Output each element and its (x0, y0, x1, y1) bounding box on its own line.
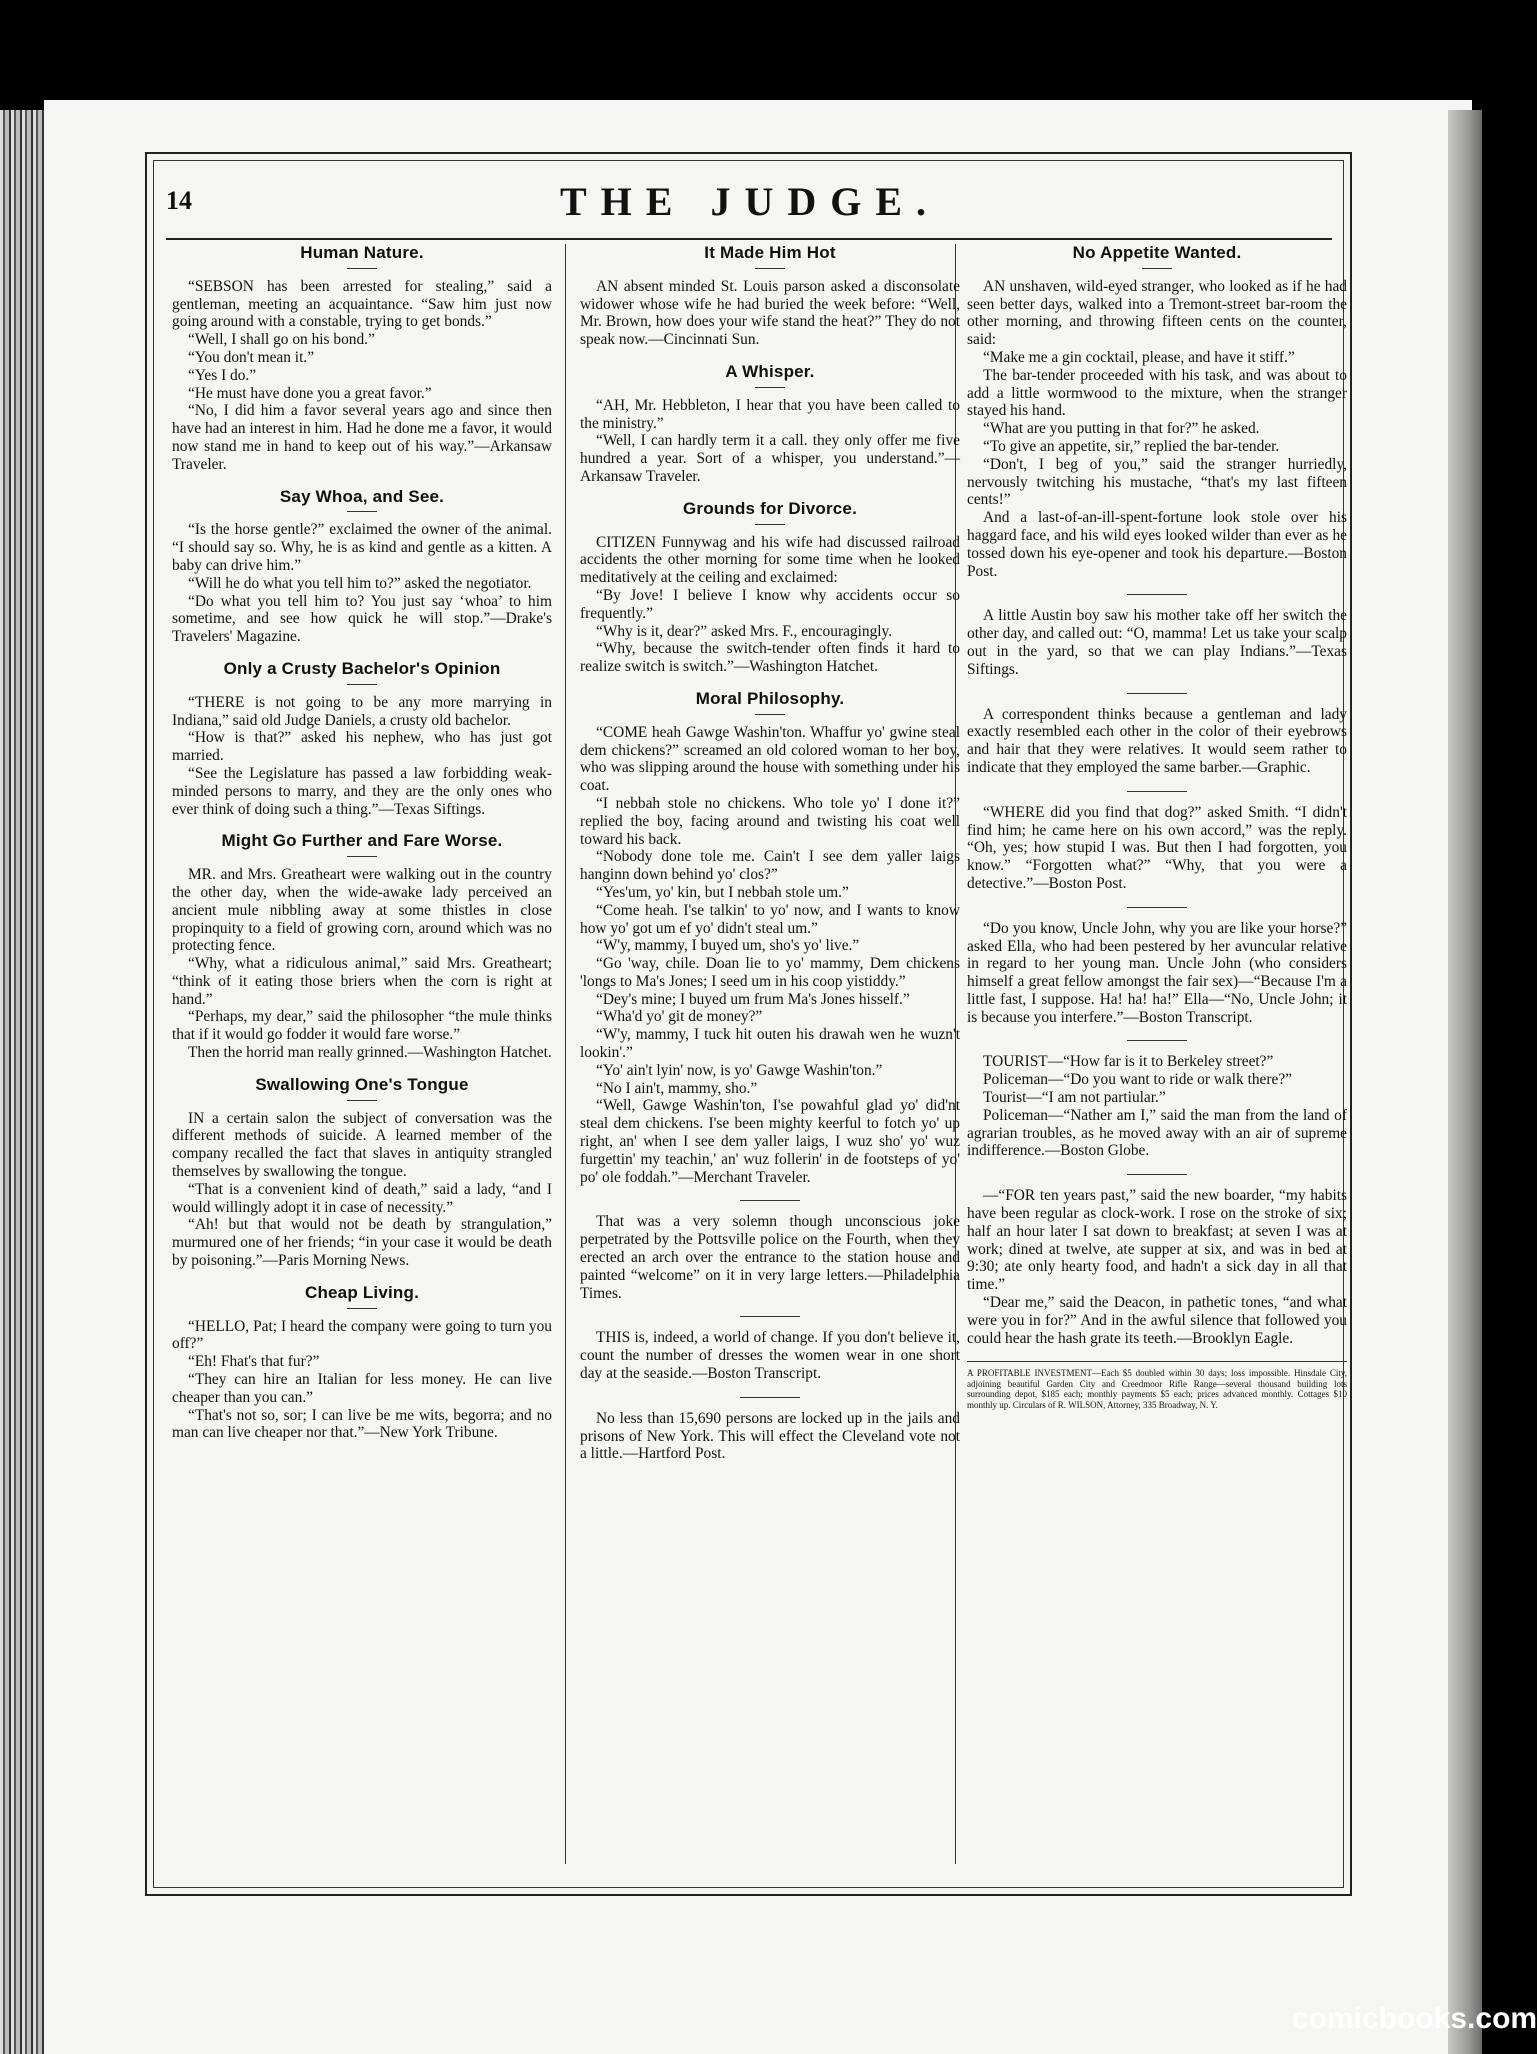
item-separator (740, 1397, 800, 1398)
article-paragraph: A little Austin boy saw his mother take off her switch the other day, and called out: “O, mamma! Let us take your scalp out in the yard, so that we can play Indians.”—Texas Siftings. (967, 607, 1347, 678)
article-paragraph: MR. and Mrs. Greatheart were walking out in the country the other day, when the wide-awake lady perceived an ancient mule nibbling away at some thistles in close propinquity to a field of growing corn, around which was no protecting fence. (172, 866, 552, 955)
article-paragraph: “Eh! Fhat's that fur?” (188, 1353, 320, 1371)
article-paragraph: CITIZEN Funnywag and his wife had discussed railroad accidents the other morning for some time when he looked meditatively at the ceiling and exclaimed: (580, 533, 960, 587)
article-paragraph: “Why, what a ridiculous animal,” said Mrs. Greatheart; “think of it eating those briers when the corn is right at hand.” (172, 955, 552, 1008)
article-paragraph: “W'y, mammy, I tuck hit outen his drawah wen he wuzn't lookin'.” (580, 1026, 960, 1062)
article-paragraph: A correspondent thinks because a gentleman and lady exactly resembled each other in the color of their eyebrows and hair that they were relatives. It would seem rather to indicate that they employed the same barber.—Graphic. (967, 705, 1347, 776)
article-paragraph: “Ah! but that would not be death by strangulation,” murmured one of her friends; “in your case it would be death by poisoning.”—Paris Morning News. (172, 1216, 552, 1270)
title-rule (347, 1100, 377, 1101)
title-rule (755, 268, 785, 269)
article-title: Might Go Further and Fare Worse. (221, 831, 503, 851)
article-paragraph: “Come heah. I'se talkin' to yo' now, and I wants to know how yo' got um ef yo' didn't steal um.” (580, 901, 960, 937)
title-rule (347, 511, 377, 512)
column-1 (172, 244, 552, 1864)
article-paragraph: —“FOR ten years past,” said the new boarder, “my habits have been regular as clock-work. I rose on the stroke of six; half an hour later I sat down to breakfast; at seven I was at work; dined at twelve, ate supper at six, and was in bed at 9:30; ate only hearty food, and hadn't a sick day in all that time.” (967, 1187, 1347, 1294)
article-paragraph: “Why, because the switch-tender often finds it hard to realize switch is switch.”—Washington Hatchet. (580, 640, 960, 676)
article-paragraph: “THERE is not going to be any more marrying in Indiana,” said old Judge Daniels, a crusty old bachelor. (172, 693, 552, 729)
article-paragraph: “They can hire an Italian for less money. He can live cheaper than you can.” (172, 1371, 552, 1406)
article-paragraph: “AH, Mr. Hebbleton, I hear that you have been called to the ministry.” (580, 396, 960, 432)
article-paragraph: “Yo' ain't lyin' now, is yo' Gawge Washin'ton.” (596, 1061, 883, 1079)
article-paragraph: TOURIST—“How far is it to Berkeley street?” (983, 1053, 1274, 1071)
article-paragraph: THIS is, indeed, a world of change. If you don't believe it, count the number of dresses the women wear in one short day at the seaside.—Boston Transcript. (580, 1329, 960, 1383)
item-separator (1127, 791, 1187, 792)
item-separator (1127, 594, 1187, 595)
title-rule (755, 524, 785, 525)
article-paragraph: The bar-tender proceeded with his task, and was about to add a little wormwood to the mixture, when the stranger stayed his hand. (967, 366, 1347, 420)
item-separator (1127, 907, 1187, 908)
article-paragraph: “How is that?” asked his nephew, who has just got married. (172, 729, 552, 765)
article-paragraph: “Well, Gawge Washin'ton, I'se powahful glad yo' did'nt steal dem chickens. I'se been mighty keerful to fotch yo' up right, an' when I see dem yaller laigs, I wuz sho' yo' wuz furgettin' my teachin,' an' wuz follerin' in de footsteps of yo' po' ole foddah.”—Merchant Traveler. (580, 1097, 960, 1186)
article-title: Say Whoa, and See. (279, 486, 445, 506)
article-paragraph: AN unshaven, wild-eyed stranger, who looked as if he had seen better days, walked into a Tremont-street bar-room the other morning, and throwing fifteen cents on the counter, said: (967, 277, 1347, 349)
page-right-edge (1448, 110, 1482, 2054)
advertisement: A PROFITABLE INVESTMENT—Each $5 doubled within 30 days; loss impossible. Hinsdale City, adjoining beautiful Garden City and Creedmoor Rifle Range—several thousand building lots surrounding depot, $185 each; monthly payments $5 each; prices advanced monthly. Cottages $10 monthly up. Circulars of R. WILSON, Attorney, 335 Broadway, N. Y. (967, 1361, 1347, 1410)
article-paragraph: “Dear me,” said the Deacon, in pathetic tones, “and what were you in for?” And in the awful silence that followed you could hear the hash grate its teeth.—Brooklyn Eagle. (967, 1294, 1347, 1347)
article-paragraph: “Yes'um, yo' kin, but I nebbah stole um.” (596, 883, 849, 901)
column-3 (967, 244, 1347, 1864)
article-paragraph: “No, I did him a favor several years ago and since then have had an interest in him. Had he done me a favor, it would now stand me in hand to keep out of his way.”—Arkansaw Traveler. (172, 402, 552, 473)
article-paragraph: No less than 15,690 persons are locked up in the jails and prisons of New York. This will effect the Cleveland vote not a little.—Hartford Post. (580, 1409, 960, 1463)
article-paragraph: AN absent minded St. Louis parson asked a disconsolate widower whose wife he had buried the week before: “Well, Mr. Brown, how does your wife stand the heat?” They do not speak now.—Cincinnati Sun. (580, 277, 960, 349)
article-paragraph: “That's not so, sor; I can live be me wits, begorra; and no man can live cheaper nor that.”—New York Tribune. (172, 1406, 552, 1442)
article-paragraph: “Nobody done tole me. Cain't I see dem yaller laigs hanginn down behind yo' clos?” (580, 848, 960, 884)
article-paragraph: “Wha'd yo' git de money?” (596, 1008, 763, 1026)
article-paragraph: “Will he do what you tell him to?” asked the negotiator. (188, 574, 532, 592)
title-rule (347, 856, 377, 857)
article-paragraph: “That is a convenient kind of death,” said a lady, “and I would willingly adopt it in case of necessity.” (172, 1180, 552, 1216)
page-number: 14 (166, 186, 192, 215)
article-title: Swallowing One's Tongue (255, 1074, 469, 1094)
article (967, 1187, 1347, 1347)
article (967, 804, 1347, 893)
article-paragraph: “See the Legislature has passed a law forbidding weak-minded persons to marry, and they are the only ones who ever think of doing such a thing.”—Texas Siftings. (172, 764, 552, 818)
article-title: It Made Him Hot (704, 243, 836, 262)
title-rule (347, 684, 377, 685)
article (172, 244, 552, 474)
article-paragraph: “Dey's mine; I buyed um frum Ma's Jones hisself.” (596, 990, 910, 1008)
article-title: No Appetite Wanted. (1072, 243, 1242, 262)
article-paragraph: “Why is it, dear?” asked Mrs. F., encouragingly. (596, 622, 893, 640)
article-title: Moral Philosophy. (695, 688, 845, 708)
article-paragraph: “Is the horse gentle?” exclaimed the owner of the animal. “I should say so. Why, he is as kind and gentle as a kitten. A baby can drive him.” (172, 521, 552, 574)
article-paragraph: “He must have done you a great favor.” (188, 384, 432, 402)
article (172, 1076, 552, 1270)
article-paragraph: “HELLO, Pat; I heard the company were going to turn you off?” (172, 1317, 552, 1353)
item-separator (1127, 693, 1187, 694)
title-rule (347, 268, 377, 269)
watermark-text: comicbooks.com (1292, 2002, 1537, 2035)
article-paragraph: “Well, I can hardly term it a call. they only offer me five hundred a year. Sort of a whisper, you understand.”—Arkansaw Traveler. (580, 432, 960, 485)
article-title: Grounds for Divorce. (682, 498, 858, 518)
masthead-title: THE JUDGE. (559, 179, 941, 224)
article-paragraph: “WHERE did you find that dog?” asked Smith. “I didn't find him; he came here on his own accord,” was the reply. “Oh, yes; how stupid I was. But then I had forgotten, you know.” “Forgotten what?” “Why, that you were a detective.”—Boston Post. (967, 803, 1347, 892)
article-paragraph: “Don't, I beg of you,” said the stranger hurriedly, nervously twitching his mustache, “that's my last fifteen cents!” (967, 455, 1347, 509)
article-title: Cheap Living. (304, 1282, 420, 1302)
article-paragraph: “By Jove! I believe I know why accidents occur so frequently.” (580, 586, 960, 622)
article-paragraph: Then the horrid man really grinned.—Washington Hatchet. (188, 1044, 552, 1062)
masthead-rule (166, 238, 1332, 240)
article (580, 1329, 960, 1382)
article-paragraph: “Well, I shall go on his bond.” (188, 331, 375, 349)
article-paragraph: Tourist—“I am not partiular.” (983, 1089, 1166, 1107)
title-rule (347, 1308, 377, 1309)
article-paragraph: Policeman—“Nather am I,” said the man from the land of agrarian troubles, as he moved away with an air of supreme indifference.—Boston Globe. (967, 1106, 1347, 1160)
article (580, 1410, 960, 1463)
article-paragraph: “Perhaps, my dear,” said the philosopher “the mule thinks that if it would go fodder it would fare worse.” (172, 1008, 552, 1044)
article-paragraph: “I nebbah stole no chickens. Who tole yo' I done it?” replied the boy, facing around and twisting his coat well toward his back. (580, 794, 960, 848)
article (580, 1213, 960, 1302)
article-title: Only a Crusty Bachelor's Opinion (223, 658, 501, 678)
article (580, 363, 960, 486)
column-2 (580, 244, 960, 1864)
article-paragraph: Policeman—“Do you want to ride or walk there?” (983, 1071, 1292, 1089)
article (172, 488, 552, 646)
article-paragraph: “Go 'way, chile. Doan lie to yo' mammy, Dem chickens 'longs to Ma's Jones; I seed um in his coop yistiddy.” (580, 955, 960, 990)
item-separator (1127, 1040, 1187, 1041)
title-rule (755, 714, 785, 715)
article-paragraph: “What are you putting in that for?” he asked. (983, 420, 1260, 438)
article (172, 832, 552, 1062)
article (967, 706, 1347, 777)
article (967, 244, 1347, 580)
article-paragraph: “To give an appetite, sir,” replied the bar-tender. (983, 437, 1280, 455)
article-paragraph: “COME heah Gawge Washin'ton. Whaffur yo' gwine steal dem chickens?” screamed an old colored woman to her boy, who was slipping around the house with something under his coat. (580, 723, 960, 795)
article-paragraph: “SEBSON has been arrested for stealing,” said a gentleman, meeting an acquaintance. “Saw him just now going around with a constable, trying to get bonds.” (172, 277, 552, 331)
article (580, 244, 960, 349)
article (967, 920, 1347, 1027)
article-paragraph: IN a certain salon the subject of conversation was the different methods of suicide. A learned member of the company recalled the fact that slaves in antiquity strangled themselves by swallowing the tongue. (172, 1109, 552, 1181)
article (967, 1053, 1347, 1160)
item-separator (740, 1316, 800, 1317)
item-separator (1127, 1174, 1187, 1175)
article-paragraph: “W'y, mammy, I buyed um, sho's yo' live.” (596, 937, 860, 955)
article-title: Human Nature. (300, 243, 424, 262)
article (580, 500, 960, 676)
article-paragraph: “Do what you tell him to? You just say ‘whoa’ to him sometime, and see how quick he will stop.”—Drake's Travelers' Magazine. (172, 592, 552, 646)
article-paragraph: “No I ain't, mammy, sho.” (596, 1079, 758, 1097)
article (172, 660, 552, 818)
article-paragraph: “Make me a gin cocktail, please, and have it stiff.” (983, 348, 1295, 366)
article-title: A Whisper. (725, 361, 815, 381)
title-rule (755, 387, 785, 388)
article-paragraph: “Yes I do.” (188, 366, 257, 384)
article (967, 607, 1347, 678)
item-separator (740, 1200, 800, 1201)
article-paragraph: And a last-of-an-ill-spent-fortune look stole over his haggard face, and his wild eyes looked wilder than ever as he tossed down his eye-opener and took his departure.—Boston Post. (967, 509, 1347, 580)
article-paragraph: That was a very solemn though unconscious joke perpetrated by the Pottsville police on the Fourth, when they erected an arch over the entrance to the station house and painted “welcome” on it in very large letters.—Philadelphia Times. (580, 1213, 960, 1302)
title-rule (1142, 268, 1172, 269)
article-paragraph: “You don't mean it.” (188, 348, 315, 366)
article (172, 1284, 552, 1442)
article (580, 690, 960, 1187)
column-divider (565, 244, 566, 1864)
article-paragraph: “Do you know, Uncle John, why you are like your horse?” asked Ella, who had been pestered by her avuncular relative in regard to her young man. Uncle John (who considers himself a great fellow amongst the fair sex)—“Because I'm a little fast, I suppose. Ha! ha! ha!” Ella—“No, Uncle John; it is because you interfere.”—Boston Transcript. (967, 919, 1347, 1026)
